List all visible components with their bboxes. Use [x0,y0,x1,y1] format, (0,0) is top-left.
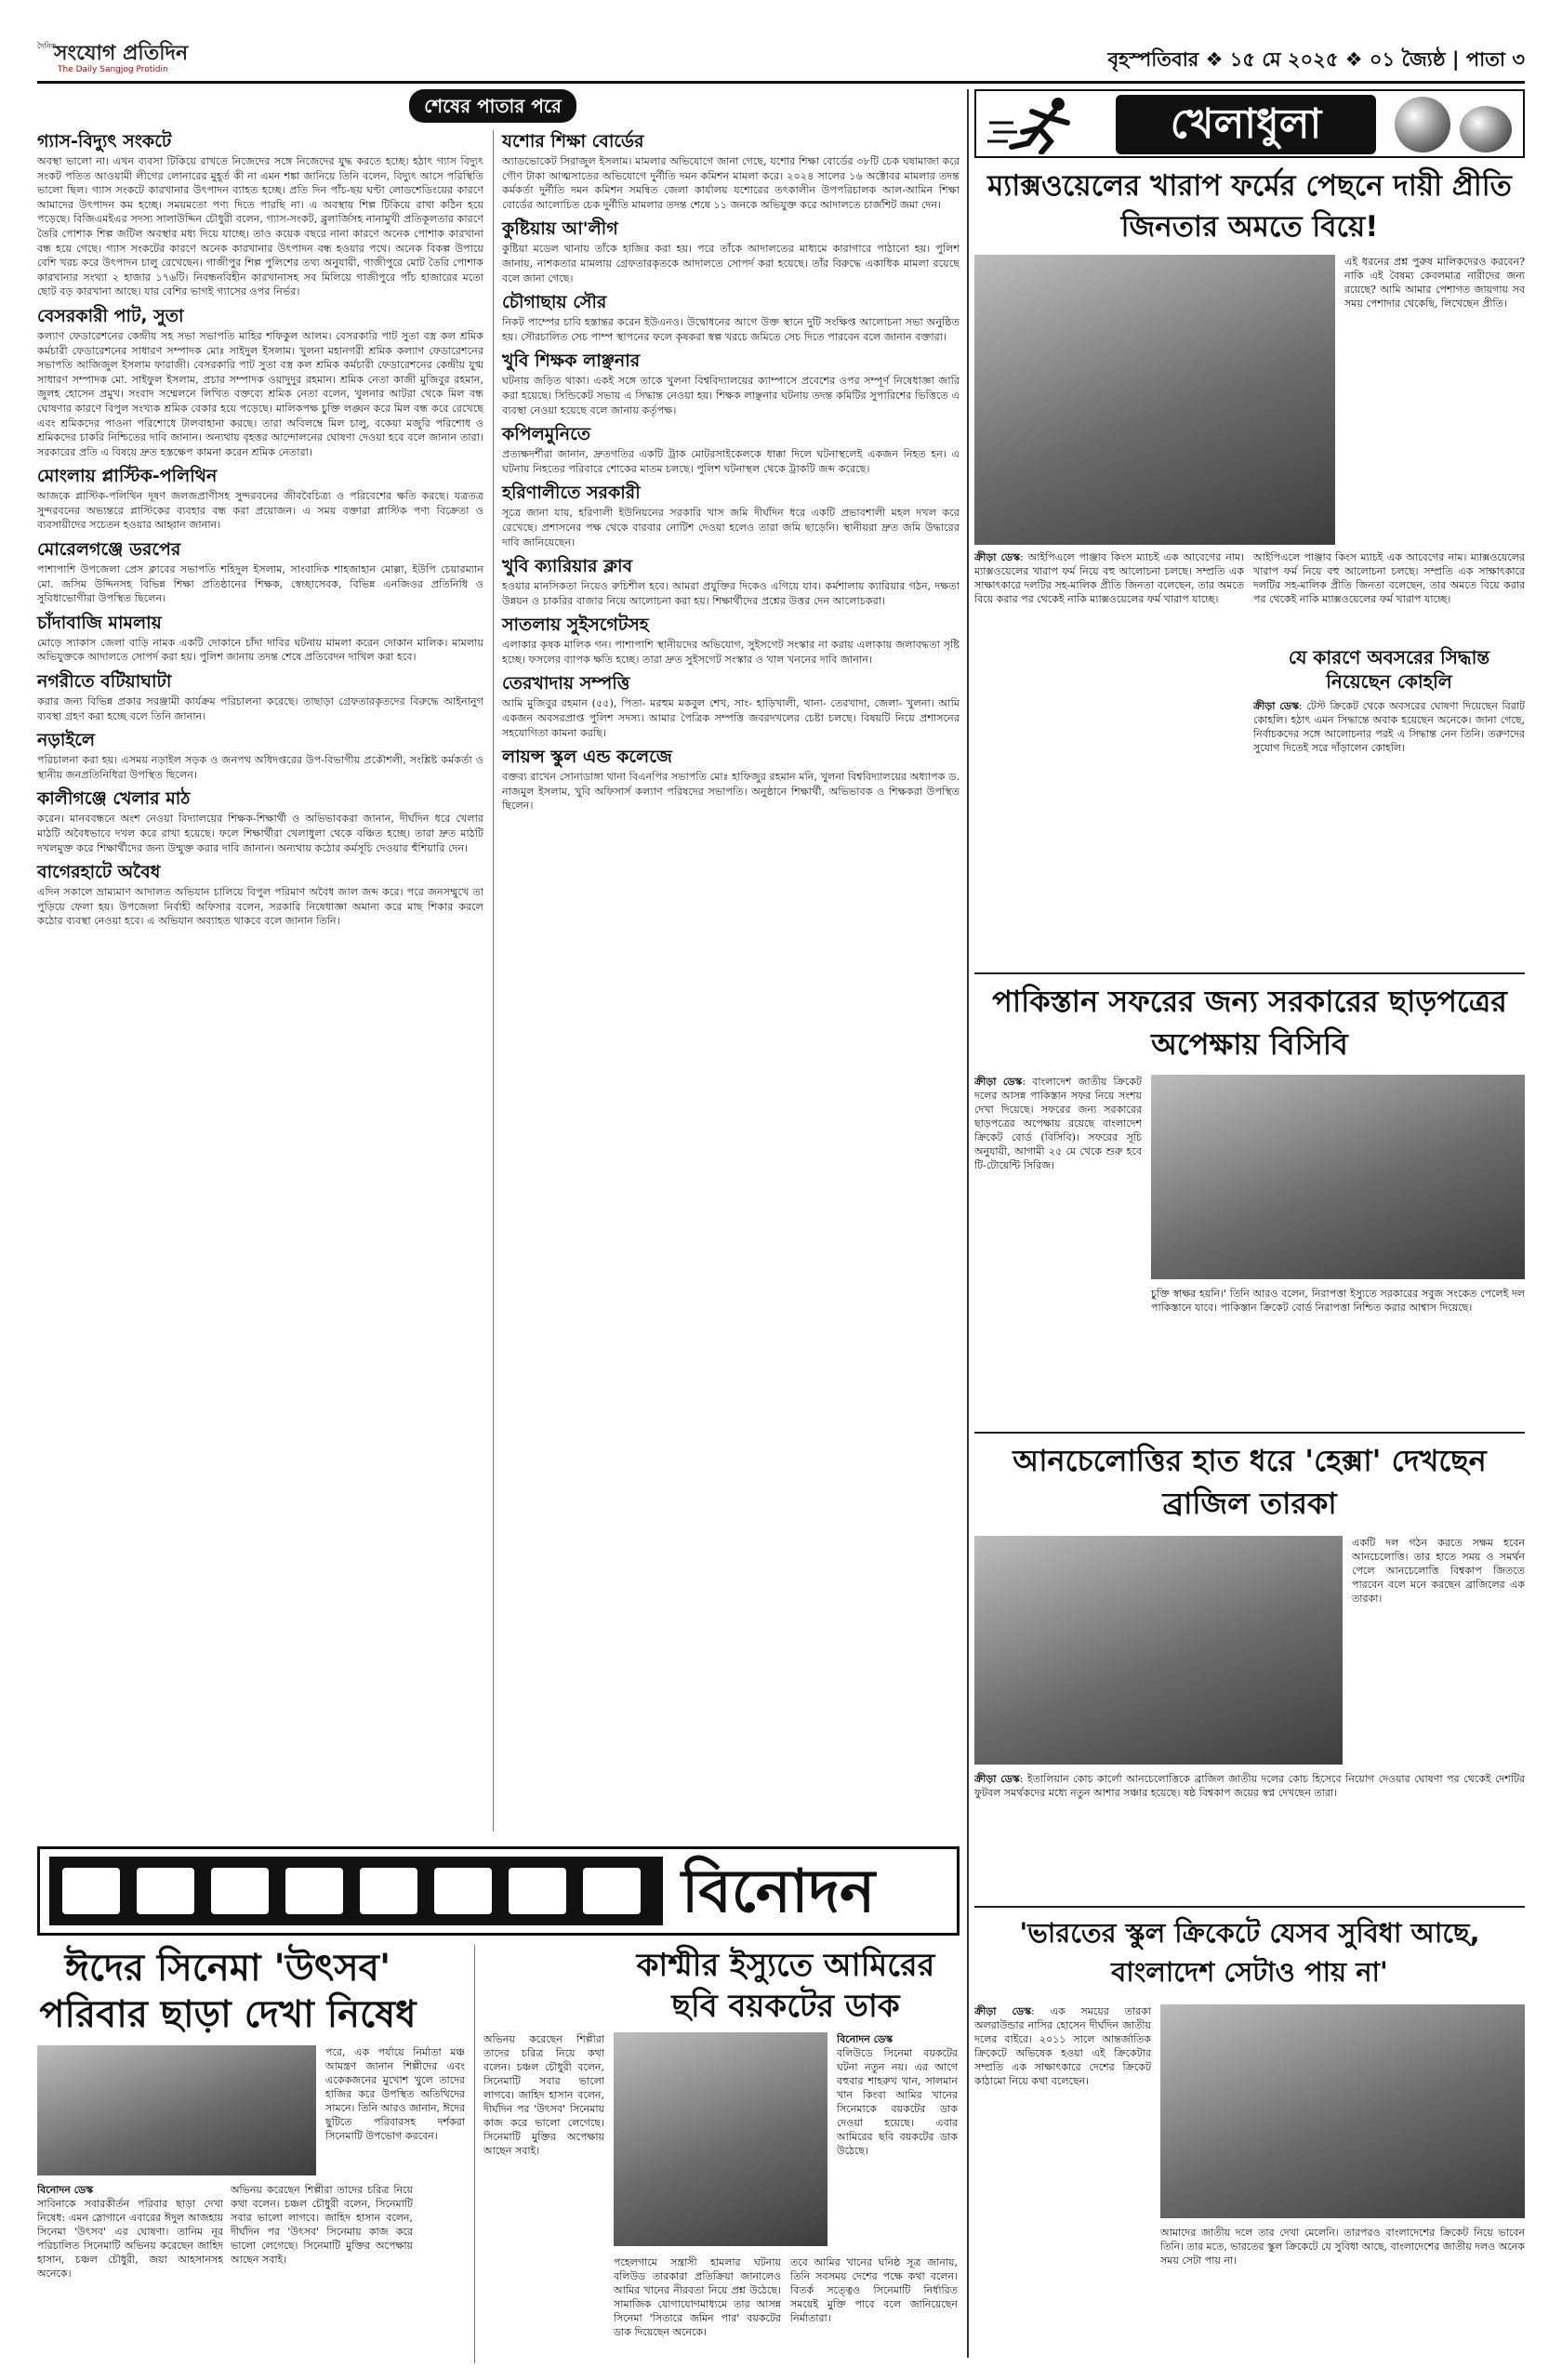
news-headline[interactable]: কুষ্টিয়ায় আ'লীগ [502,218,618,240]
news-body: অ্যাডভোকেট সিরাজুল ইসলাম। মামলার অভিযোগে জানা গেছে, যশোর শিক্ষা বোর্ডের ৩৮টি চেক ঘষামাজা করে গৌণ টাকা আত্মসাতের অভিযোগে দুর্নীতি দমন কমিশন মামলা করে। ২০২৪ সালের ১৬ অক্টোবর মামলার তদন্ত কর্মকর্তা দুর্নীতি দমন কমিশন সমন্বিত জেলা কার্যালয় যশোরের তৎকালীন উপপরিচালক আল-আমিন শিক্ষা বোর্ডের আলোচিত চেক দুর্নীতি মামলার তদন্ত শেষে ১১ জনকে অভিযুক্ত করে আদালতে চার্জশিট জমা দেন। [502,155,960,211]
news-item [37,465,483,533]
continued-tag: শেষের পাতার পরে [409,89,576,123]
news-body: এদিন সকালে ভ্রাম্যমাণ আদালত অভিযান চালিয়ে বিপুল পরিমাণ অবৈধ জাল জব্দ করে। পরে জনসম্মুখে তা পুড়িয়ে ফেলা হয়। উপজেলা নির্বাহী অফিসার বলেন, সরকারি নিষেধাজ্ঞা অমান্য করে মাছ শিকার করলে কঠোর ব্যবস্থা নেওয়া হবে। এ অভিযান অব্যাহত থাকবে বলে জানান তিনি। [37,886,483,928]
aamir-khan-photo [614,2032,827,2246]
film-frame [434,1868,492,1914]
news-headline[interactable]: নগরীতে বটিয়াঘাটা [37,671,172,693]
logo-prefix: দৈনিক [37,42,57,50]
cast-photo [37,2045,316,2175]
film-frame [360,1868,417,1914]
news-item [502,350,960,417]
news-headline[interactable]: চাঁদাবাজি মামলায় [37,612,162,633]
divider [974,1432,1525,1434]
story-body: বিনোদন ডেস্ক বলিউডে সিনেমা বয়কটের ঘটনা নতুন নয়। এর আগে বহুবার শাহরুখ খান, সালমান খান কিংবা আমির খানের সিনেমাকে বয়কটের ডাক দেওয়া হয়েছে। এবার আমিরের ছবি বয়কটের ডাক উঠেছে। [837,2033,958,2157]
column-separator [493,130,494,1831]
news-column-1 [37,130,483,934]
story-body: পরে, এক পর্যায়ে নির্মাতা মঞ্চ আমন্ত্রণ জানান শিল্পীদের এবং একেকজনের মুখোশ খুলে তাদের হাজির করে উপস্থিত অতিথিদের সামনে। তিনি আরও জানান, ঈদের ছুটিতে পরিবারসহ দর্শকরা সিনেমাটি উপভোগ করবেন। [325,2046,465,2142]
news-headline[interactable]: মোংলায় প্লাস্টিক-পলিথিন [37,466,218,487]
story-desk: বিনোদন ডেস্ক [37,2184,94,2196]
nasir-hossain-photo [1160,2004,1525,2218]
film-frame [137,1868,194,1914]
sports-body: ক্রীড়া ডেস্ক: ইতালিয়ান কোচ কার্লো আনচেলোত্তিকে ব্রাজিল জাতীয় দলের কোচ হিসেবে নিয়োগ দেওয়ার ঘোষণা পর থেকেই দেশটির ফুটবল সমর্থকদের মধ্যে নতুন আশার সঞ্চার হয়েছে। ষষ্ঠ বিশ্বকাপ জয়ের স্বপ্ন দেখছেন তারা। [974,1773,1525,1799]
ball-icon [1395,97,1450,152]
news-body: এলাকার কৃষক মালিক গন। পাশাপাশি স্থানীয়দের অভিযোগ, সুইসগেট সংস্কার না করায় এলাকায় জলাবদ্ধতা সৃষ্টি হচ্ছে। ফসলের ব্যাপক ক্ষতি হচ্ছে। তারা দ্রুত সুইসগেট সংস্কার ও খাল খননের দাবি জানান। [502,639,960,666]
sports-headline[interactable]: যে কারণে অবসরের সিদ্ধান্ত নিয়েছেন কোহলি [1288,646,1490,693]
story-body: অভিনয় করেছেন শিল্পীরা তাদের চরিত্র নিয়ে কথা বলেন। চঞ্চল চৌধুরী বলেন, সিনেমাটি সবার ভালো লাগবে। জাহিদ হাসান বলেন, দীর্ঘদিন পর 'উৎসব' সিনেমায় কাজ করে ভালো লেগেছে। সিনেমাটি মুক্তির অপেক্ষায় আছেন সবাই। [483,2033,604,2157]
sports-headline[interactable]: আনচেলোত্তির হাত ধরে 'হেক্সা' দেখছেন ব্রাজিল তারকা [1013,1443,1487,1521]
news-item [502,614,960,667]
sports-body: আইপিএলে পাঞ্জাব কিংস ম্যাচই এক আবেগের নাম। ম্যাক্সওয়েলের খারাপ ফর্ম নিয়ে বহু আলোচনা চলছে। সম্প্রতি এক সাক্ষাৎকারে দলটির সহ-মালিক প্রীতি জিনতা বলেছেন, তার অমতে বিয়ে করার পর থেকেই নাকি ম্যাক্সওয়েলের ফর্ম খারাপ যাচ্ছে। [1253,551,1525,605]
runner-icon [986,95,1097,154]
story-body: অভিনয় করেছেন শিল্পীরা তাদের চরিত্র নিয়ে কথা বলেন। চঞ্চল চৌধুরী বলেন, সিনেমাটি সবার ভালো লাগবে। জাহিদ হাসান বলেন, দীর্ঘদিন পর 'উৎসব' সিনেমায় কাজ করে ভালো লেগেছে। সিনেমাটি মুক্তির অপেক্ষায় আছেন সবাই। [231,2184,413,2266]
sports-desk: ক্রীড়া ডেস্ক [974,1076,1023,1088]
news-body: আজকে প্লাস্টিক-পলিথিন দূষণ জলজপ্রাণীসহ সুন্দরবনের জীববৈচিত্র্য ও পরিবেশের ক্ষতি করছে। যত্রতত্র সুন্দরবনের অভ্যন্তরে প্লাস্টিকের ব্যবহার বন্ধ করা প্রয়োজন। এ সময় বক্তারা প্লাস্টিক পণ্য বিক্রেতা ও ব্যবসায়ীদের সচেতন হওয়ার আহ্বান জানান। [37,490,483,532]
ball-icon [1460,106,1512,152]
sports-headline[interactable]: ম্যাক্সওয়েলের খারাপ ফর্মের পেছনে দায়ী প্রীতি জিনতার অমতে বিয়ে! [987,169,1512,244]
dateline: বৃহস্পতিবার ❖ ১৫ মে ২০২৫ ❖ ০১ জ্যৈষ্ঠ | পাতা ৩ [1107,48,1525,71]
news-item [37,130,483,299]
news-item [502,423,960,476]
maxwell-photo [974,255,1335,545]
sports-desk: ক্রীড়া ডেস্ক [974,2005,1032,2017]
news-item [37,612,483,665]
news-body: বক্তব্য রাখেন সোনাডাঙ্গা থানা বিএনপির সভাপতি মোঃ হাফিজুর রহমান মনি, খুলনা বিশ্ববিদ্যালয়ের অধ্যাপক ড. নাজমুল ইসলাম, খুবি অফিসার্স কল্যাণ পরিষদের সভাপতি। অনুষ্ঠানে শিক্ষার্থী, অভিভাবক ও শিক্ষকরা উপস্থিত ছিলেন। [502,771,960,813]
column-separator [474,1945,475,2363]
news-item [502,291,960,344]
news-item [37,787,483,855]
news-headline[interactable]: হরিণালীতে সরকারী [502,483,641,504]
brazil-football-photo [974,1536,1343,1765]
news-body: আমি মুজিবুর রহমান (৫৫), পিতা- মরহুম মকবুল শেখ, সাং- হাড়িখালী, থানা- তেরখাদা, জেলা- খুলনা। আমি একজন অবসরপ্রাপ্ত পুলিশ সদস্য। আমার পৈত্রিক সম্পত্তি জবরদখলের চেষ্টা চলছে। বিষয়টি নিয়ে প্রশাসনের সহযোগিতা কামনা করছি। [502,697,960,739]
entertainment-section [37,1846,960,2367]
entertainment-banner [37,1846,960,1936]
logo-subtitle: The Daily Sangjog Protidin [58,65,168,74]
news-item [502,482,960,549]
news-headline[interactable]: বেসরকারী পাট, সুতা [37,305,184,326]
column-divider [967,89,969,2358]
news-item [37,305,483,459]
sports-body: এই ধরনের প্রশ্ন পুরুষ মালিকদেরও করবেন? নাকি এই বৈষম্য কেবলমাত্র নারীদের জন্য রয়েছে? আমি আমার পেশাগত জায়গায় সব সময় পেশাদার থেকেছি, লিখেছেন প্রীতি। [1344,256,1525,310]
newspaper-logo [37,37,223,80]
news-headline[interactable]: চৌগাছায় সৌর [502,292,607,313]
sports-title: খেলাধুলা [1116,95,1376,154]
news-headline[interactable]: নড়াইলে [37,730,96,751]
sports-desk: ক্রীড়া ডেস্ক [974,1773,1020,1785]
news-body: প্রত্যক্ষদর্শীরা জানান, দ্রুতগতির একটি ট্রাক মোটরসাইকেলকে ধাক্কা দিলে ঘটনাস্থলেই একজন নিহত হন। এ ঘটনায় নিহতের পরিবারে শোকের মাতম চলছে। পুলিশ ঘটনাস্থল থেকে ট্রাকটি জব্দ করেছে। [502,448,960,475]
sports-body: একটি দল গঠন করতে সক্ষম হবেন আনচেলোত্তি। তার হাতে সময় ও সমর্থন পেলে আনচেলোত্তি বিশ্বকাপ জিততে পারবেন বলে মনে করছেন ব্রাজিলের এক তারকা। [1352,1537,1525,1605]
news-headline[interactable]: লায়ন্স স্কুল এন্ড কলেজে [502,747,672,768]
sports-body: আমাদের জাতীয় দলে তার দেখা মেলেনি। তারপরও বাংলাদেশের ক্রিকেট নিয়ে ভাবেন তিনি। তার মতে, ভারতের স্কুল ক্রিকেটে যে সুবিধা আছে, বাংলাদেশের জাতীয় দলও অনেক সময় সেটা পায় না। [1160,2227,1525,2267]
news-item [37,670,483,723]
news-item [502,672,960,740]
divider [974,972,1525,974]
sports-body: চুক্তি স্বাক্ষর হয়নি।' তিনি আরও বলেন, নিরাপত্তা ইস্যুতে সরকারের সবুজ সংকেত পেলেই দল পাকিস্তানে যাবে। পাকিস্তান ক্রিকেট বোর্ড নিরাপত্তা নিশ্চিত করার আশ্বাস দিয়েছে। [1151,1288,1525,1314]
masthead [37,37,1525,84]
news-body: পাশাপাশি উপজেলা প্রেস ক্লাবের সভাপতি শহিদুল ইসলাম, সাংবাদিক শাহজাহান মোল্লা, ইউপি চেয়ারম্যান মো. জসিম উদ্দিনসহ বিভিন্ন শিক্ষা প্রতিষ্ঠানের শিক্ষক, স্বেচ্ছাসেবক, বিভিন্ন এনজিওর প্রতিনিধি ও সুবিধাভোগীরা উপস্থিত ছিলেন। [37,563,483,605]
story-body: তবে আমির খানের ঘনিষ্ঠ সূত্র জানায়, তিনি সবসময় দেশের পক্ষে কথা বলেন। বিতর্ক সত্ত্বেও সিনেমাটি নির্ধারিত সময়েই মুক্তি পাবে বলে জানিয়েছেন নির্মাতারা। [790,2256,958,2324]
news-body: অবস্থা ভালো না। এখন ব্যবসা টিকিয়ে রাখতে নিজেদের সঙ্গে নিজেদের যুদ্ধ করতে হচ্ছে। হঠাৎ গ্যাস বিদ্যুৎ সংকট পতিত আওয়ামী লীগের লোনারের মুহূর্ত কী না এমন শঙ্কা জানিয়ে তিনি বলেন, বিদ্যুৎ আসে পরিস্থিতি ভালো ছিল। গ্যাস সংকটে কারখানার উৎপাদন ব্যাহত হচ্ছে। প্রতি দিন পাঁচ-ছয় ঘণ্টা লোডশেডিংয়ের কারণে আমাদের উৎপাদন কম হচ্ছে। সময়মতো পণ্য দিতে পারছি না। এ অবস্থায় শিল্প টিকিয়ে রাখা কঠিন হয়ে পড়েছে। বিজিএমইএর সদস্য সালাউদ্দিন চৌধুরী বলেন, গ্যাস-সংকট, ব্লুলার্জিসহ নানামুখী প্রতিকূলতার কারণে তৈরি পোশাক শিল্প জটিল অবস্থার মধ্য দিয়ে যাচ্ছে। তাও কয়েক বছরে নানা কারণে অনেক পোশাক কারখানা বন্ধ হয়ে গেছে। গ্যাস সংকটের কারণে অনেক কারখানার উৎপাদন বন্ধ হওয়ার পথে। অনেক বিকল্প উপায়ে বেশি খরচ করে উৎপাদন চালু রেখেছেন। গাজীপুর শিল্প পুলিশের তথ্য অনুযায়ী, গাজীপুরে মোট তৈরি পোশাক কারখানার সংখ্যা ২ হাজার ১৭৬টি। নিবন্ধনবিহীন কারখানাসহ সব মিলিয়ে গাজীপুরে পাঁচ হাজারের মতো ছোট বড় কারখানা আছে। যার বেশির ভাগই গ্যাসের ওপর নির্ভর। [37,155,483,298]
news-headline[interactable]: বাগেরহাটে অবৈধ [37,862,161,883]
logo-title: সংযোগ প্রতিদিন [54,42,189,65]
film-strip-icon [49,1857,663,1925]
story-headline[interactable]: ঈদের সিনেমা 'উৎসব' পরিবার ছাড়া দেখা নিষেধ [39,1947,417,2036]
story-headline[interactable]: কাশ্মীর ইস্যুতে আমিরের ছবি বয়কটের ডাক [636,1947,935,2025]
news-headline[interactable]: খুবি শিক্ষক লাঞ্ছনার [502,350,641,372]
film-frame [509,1868,566,1914]
bangladesh-team-photo [1151,1075,1525,1279]
film-frame [211,1868,269,1914]
sports-headline[interactable]: পাকিস্তান সফরের জন্য সরকারের ছাড়পত্রের অপেক্ষায় বিসিবি [992,984,1507,1062]
story-body: পহেলগামে সন্ত্রাসী হামলার ঘটনায় বলিউড তারকারা প্রতিক্রিয়া জানালেও আমির খানের নীরবতা নিয়ে প্রশ্ন উঠেছে। সামাজিক যোগাযোগমাধ্যমে তার আসন্ন সিনেমা 'সিতারে জমিন পার' বয়কটের ডাক দিয়েছেন অনেকে। [614,2256,781,2338]
news-item [502,130,960,212]
news-body: করেন। মানববন্ধনে অংশ নেওয়া বিদ্যালয়ের শিক্ষক-শিক্ষার্থী ও অভিভাবকরা জানান, দীর্ঘদিন ধরে খেলার মাঠটি অবৈধভাবে দখল করে রাখা হয়েছে। ফলে শিক্ষার্থীরা খেলাধুলা থেকে বঞ্চিত হচ্ছে। তারা দ্রুত মাঠটি দখলমুক্ত করে শিক্ষার্থীদের জন্য উন্মুক্ত করার দাবি জানান। অন্যথায় কঠোর কর্মসূচি দেওয়ার হুঁশিয়ারি দেন। [37,813,483,854]
news-body: ঘটনায় জড়িত থাকা। একই সঙ্গে তাকে খুলনা বিশ্ববিদ্যালয়ের ক্যাম্পাসে প্রবেশের ওপর সম্পূর্ণ নিষেধাজ্ঞা জারি করা হয়েছে। সিন্ডিকেট সভায় এ সিদ্ধান্ত নেওয়া হয়। শিক্ষক লাঞ্ছনার ঘটনায় তদন্ত কমিটির সুপারিশের ভিত্তিতে এ ব্যবস্থা নেওয়া হয়েছে বলে জানায় কর্তৃপক্ষ। [502,375,960,416]
news-body: করার জন্য বিভিন্ন প্রকার সরঞ্জামী কার্যক্রম পরিচালনা করেছে। তাছাড়া গ্রেফতারকৃতদের বিরুদ্ধে আইনানুগ ব্যবস্থা গ্রহণ করা হচ্ছে বলে তিনি জানান। [37,695,483,722]
news-column-2 [502,130,960,819]
news-headline[interactable]: কালীগঞ্জে খেলার মাঠ [37,788,191,810]
sports-banner [974,89,1525,158]
news-section [37,89,960,1837]
story-body: বিনোদন ডেস্ক সাবিনাকে সবারকীর্তন পরিবার ছাড়া দেখা নিষেধ: এমন স্লোগানে এবারের ঈদুল আজহায় সিনেমা 'উৎসব' এর ঘোষণা। তানিম নূর পরিচালিত সিনেমাটি অভিনয় করেছেন জাহিদ হাসান, চঞ্চল চৌধুরী, জয়া আহসানসহ অনেকে। [37,2184,223,2280]
news-headline[interactable]: কপিলমুনিতে [502,424,590,445]
news-headline[interactable]: যশোর শিক্ষা বোর্ডের [502,131,644,152]
sports-headline[interactable]: 'ভারতের স্কুল ক্রিকেটে যেসব সুবিধা আছে, বাংলাদেশ সেটাও পায় না' [1019,1917,1480,1988]
news-body: হওয়ার মানসিকতা নিয়েও রুচিশীল হবে। আমরা প্রযুক্তির দিকেও এগিয়ে যাব। কর্মশালায় ক্যারিয়ার গঠন, দক্ষতা উন্নয়ন ও চাকরির বাজার নিয়ে আলোচনা করা হয়। শিক্ষার্থীদের প্রশ্নের উত্তর দেন আলোচকরা। [502,580,960,607]
news-item [37,538,483,606]
news-body: কল্যাণ ফেডারেশনের কেন্দ্রীয় সহ সভা সভাপতি মাহির শফিকুল আলম। বেসরকারি পাট সুতা বস্ত্র কল শ্রমিক কর্মচারী ফেডারেশনের সাধারণ সম্পাদক মোঃ সাইদুল ইসলাম। খুলনা মহানগরী শ্রমিক কল্যাণ ফেডারেশনের সভাপতি আজিজুল ইসলাম ফারাজী। বেসরকারি পাট সুতা বস্ত্র কল শ্রমিক কর্মচারী ফেডারেশনের কেন্দ্রীয় যুগ্ম সাধারণ সম্পাদক মো. সাইফুল ইসলাম, প্রচার সম্পাদক ওয়াদুদুর রহমান। শ্রমিক নেতা কাজী মুজিবুর রহমান, জুলহ হোসেন প্রমুখ। সংবাদ সম্মেলনে লিখিত বক্তব্যে শ্রমিক নেতা বলেন, খুলনার আটরা থেকে মিল বন্ধ ঘোষণার কারণে বিপুল সংখ্যক শ্রমিক বেকার হয়ে পড়েছে। মালিকপক্ষ চুক্তি লঙ্ঘন করে মিল বন্ধ করে রেখেছে এবং শ্রমিকদের পাওনা পরিশোধে টালবাহানা করছে। তারা অবিলম্বে মিল চালু, বকেয়া মজুরি পরিশোধ ও শ্রমিকদের চাকরি নিশ্চিতের দাবি জানান। অন্যথায় বৃহত্তর আন্দোলনের ঘোষণা দেওয়া হবে বলে জানান তারা। সরকারের প্রতি এ বিষয়ে দ্রুত হস্তক্ষেপ কামনা করেন শ্রমিক নেতারা। [37,329,483,458]
news-body: সূত্রে জানা যায়, হরিণালী ইউনিয়নের সরকারি খাস জমি দীর্ঘদিন ধরে একটি প্রভাবশালী মহল দখল করে রেখেছে। প্রশাসনের পক্ষ থেকে বারবার নোটিশ দেওয়া হলেও তারা জমি ছাড়েনি। স্থানীয়রা দ্রুত জমি উদ্ধারের দাবি জানিয়েছেন। [502,507,960,549]
entertainment-title: বিনোদন [682,1858,876,1926]
news-body: মোড়ে স্যাকাস জেলা বাড়ি নামক একটি দোকানে চাঁদা দাবির ঘটনায় মামলা করেন দোকান মালিক। মামলায় অভিযুক্তকে আদালতে সোপর্দ করা হয়। পুলিশ জানায় তদন্ত শেষে প্রতিবেদন দাখিল করা হবে। [37,636,483,664]
news-item [502,555,960,608]
sports-body: ক্রীড়া ডেস্ক: আইপিএলে পাঞ্জাব কিংস ম্যাচই এক আবেগের নাম। ম্যাক্সওয়েলের খারাপ ফর্ম নিয়ে বহু আলোচনা চলছে। সম্প্রতি এক সাক্ষাৎকারে দলটির সহ-মালিক প্রীতি জিনতা বলেছেন, তার অমতে বিয়ে করার পর থেকেই নাকি ম্যাক্সওয়েলের ফর্ম খারাপ যাচ্ছে। [974,551,1244,605]
divider [974,1906,1525,1908]
news-item [502,746,960,813]
news-headline[interactable]: গ্যাস-বিদ্যুৎ সংকটে [37,131,172,152]
news-item [37,729,483,782]
news-headline[interactable]: খুবি ক্যারিয়ার ক্লাব [502,556,633,577]
sports-section [974,89,1525,2376]
news-headline[interactable]: সাতলায় সুইসগেটসহ [502,615,649,636]
sports-desk: ক্রীড়া ডেস্ক [974,551,1021,563]
news-item [37,861,483,929]
film-frame [285,1868,343,1914]
sports-desk: ক্রীড়া ডেস্ক [1253,700,1299,712]
sports-body: ক্রীড়া ডেস্ক: টেস্ট ক্রিকেট থেকে অবসরের ঘোষণা দিয়েছেন বিরাট কোহলি। হঠাৎ এমন সিদ্ধান্তে অবাক হয়েছেন অনেকে। জানা গেছে, নির্বাচকদের সঙ্গে আলোচনার পরই এ সিদ্ধান্ত নেন তিনি। তরুণদের সুযোগ দিতেই সরে দাঁড়ালেন কোহলি। [1253,700,1525,754]
film-frame [62,1868,120,1914]
sports-body: ক্রীড়া ডেস্ক: এক সময়ের তারকা অলরাউন্ডার নাসির হোসেন দীর্ঘদিন জাতীয় দলের বাইরে। ২০১১ সালে আন্তর্জাতিক ক্রিকেটে অভিষেক হওয়া এই ক্রিকেটার সম্প্রতি এক সাক্ষাৎকারে দেশের ক্রিকেট কাঠামো নিয়ে কথা বলেছেন। [974,2005,1151,2087]
news-headline[interactable]: তেরখাদায় সম্পত্তি [502,673,630,694]
sports-body: ক্রীড়া ডেস্ক: বাংলাদেশ জাতীয় ক্রিকেট দলের আসন্ন পাকিস্তান সফর নিয়ে সংশয় দেখা দিয়েছে। সফরের জন্য সরকারের ছাড়পত্রের অপেক্ষায় রয়েছে বাংলাদেশ ক্রিকেট বোর্ড (বিসিবি)। সফরের সূচি অনুযায়ী, আগামী ২৫ মে থেকে শুরু হবে টি-টোয়েন্টি সিরিজ। [974,1076,1142,1171]
news-body: কুষ্টিয়া মডেল থানায় তাঁকে হাজির করা হয়। পরে তাঁকে আদালতের মাধ্যমে কারাগারে পাঠানো হয়। পুলিশ জানায়, নাশকতার মামলায় গ্রেফতারকৃতকে আদালতে সোপর্দ করা হয়েছে। তাঁর বিরুদ্ধে একাধিক মামলা রয়েছে বলে জানা গেছে। [502,243,960,284]
news-body: পরিচালনা করা হয়। এসময় নড়াইল সড়ক ও জনপথ অধিদপ্তরের উপ-বিভাগীয় প্রকৌশলী, সংশ্লিষ্ট কর্মকর্তা ও স্থানীয় জনপ্রতিনিধিরা উপস্থিত ছিলেন। [37,754,483,781]
news-body: নিকট পাম্পের চাবি হস্তান্তর করেন ইউএনও। উদ্বোধনের আগে উক্ত স্থানে দুটি সংক্ষিপ্ত আলোচনা সভা অনুষ্ঠিত হয়। সৌরচালিত সেচ পাম্প স্থাপনের ফলে কৃষকরা স্বল্প খরচে জমিতে সেচ দিতে পারবেন বলে জানান বক্তারা। [502,316,960,343]
news-item [502,218,960,285]
story-desk: বিনোদন ডেস্ক [837,2033,894,2045]
film-frame [583,1868,641,1914]
news-headline[interactable]: মোরেলগঞ্জে ডরপের [37,539,181,561]
